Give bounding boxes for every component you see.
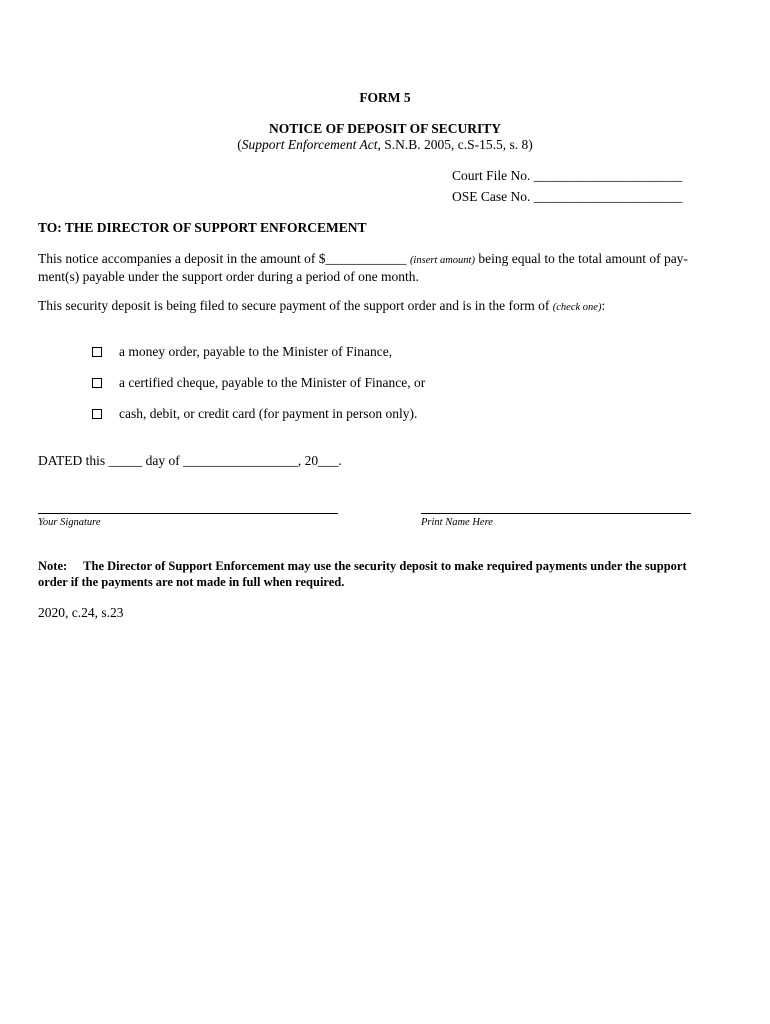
form-number: FORM 5 [359,90,411,105]
money-order-checkbox[interactable] [92,347,102,357]
security-statement: This security deposit is being filed to secure payment of the support order and is in the form of (check one): [38,298,606,313]
your-signature-label: Your Signature [38,517,101,528]
deposit-notice-paragraph: This notice accompanies a deposit in the amount of $____________ (insert amount) being equal to the total amount of pay-ment(s) payable under the support order during a period of one month. [38,251,688,284]
note-paragraph [38,558,702,590]
print-name-line[interactable] [421,513,691,514]
form-citation: (Support Enforcement Act, S.N.B. 2005, c.S-15.5, s. 8) [237,137,533,152]
cash-debit-credit-checkbox[interactable] [92,409,102,419]
print-name-label: Print Name Here [421,517,493,528]
note-label: Note: [38,559,68,573]
check-one-hint: (check one) [552,302,602,313]
form-title: NOTICE OF DEPOSIT OF SECURITY [268,121,502,136]
certified-cheque-checkbox[interactable] [92,378,102,388]
note-text: The Director of Support Enforcement may use the security deposit to make required payments under the support order if the payments are not made in full when required. [38,559,687,589]
ose-case-number-line[interactable]: OSE Case No. ______________________ [452,189,683,204]
dated-line[interactable]: DATED this _____ day of _________________, 20___. [38,453,342,468]
amendment-reference: 2020, c.24, s.23 [38,605,124,620]
court-file-number-line[interactable]: Court File No. ______________________ [452,168,683,183]
option-certified-cheque: a certified cheque, payable to the Minister of Finance, or [119,375,426,390]
insert-amount-hint: (insert amount) [409,255,475,266]
act-name: Support Enforcement Act [241,137,378,152]
signature-line[interactable] [38,513,338,514]
option-cash-debit-credit: cash, debit, or credit card (for payment in person only). [119,406,418,421]
option-money-order: a money order, payable to the Minister of Finance, [119,344,393,359]
addressee-heading: TO: THE DIRECTOR OF SUPPORT ENFORCEMENT [38,220,367,235]
